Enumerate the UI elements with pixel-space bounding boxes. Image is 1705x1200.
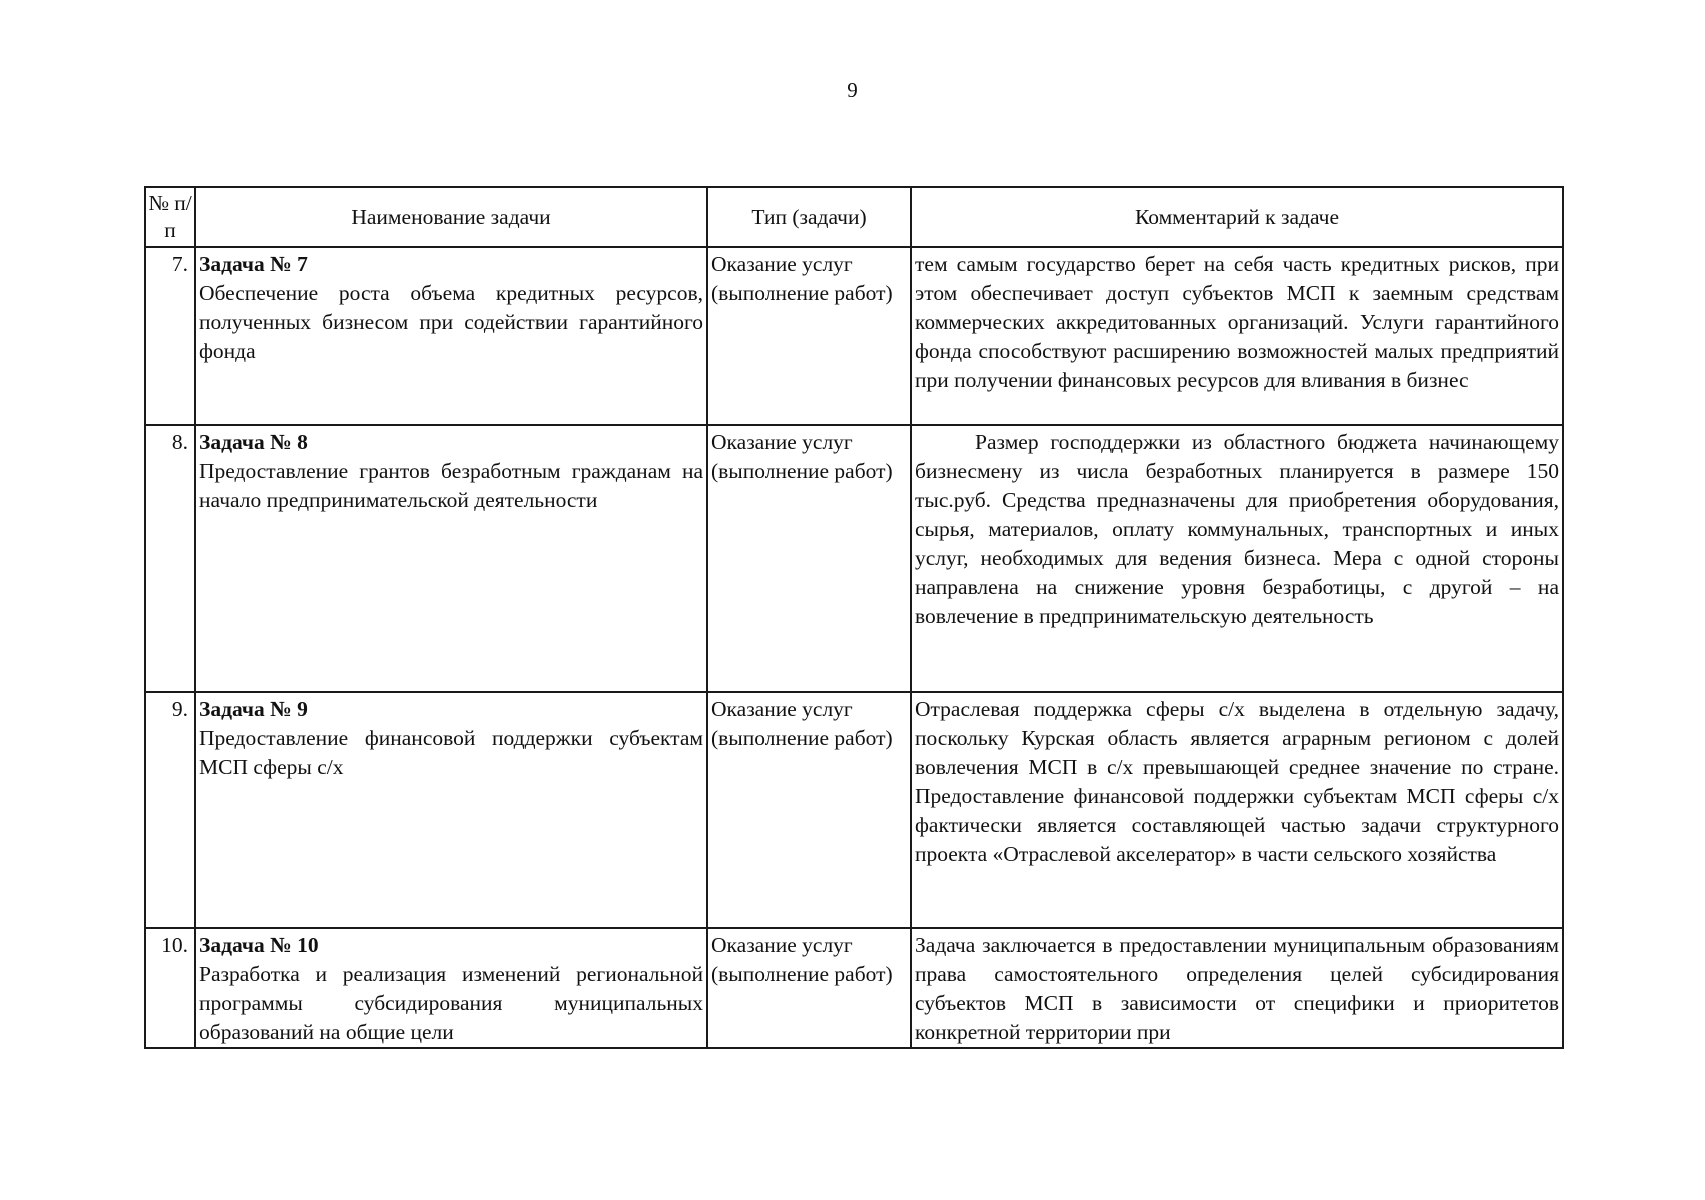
task-type: Оказание услуг (выполнение работ)	[707, 692, 911, 928]
table-row	[145, 692, 1563, 928]
task-comment: Задача заключается в предоставлении муниципальным образованиям права самостоятельного определения целей субсидирования субъектов МСП в зависимости от специфики и приоритетов конкретной территории при	[911, 928, 1563, 1048]
task-comment: тем самым государство берет на себя часть кредитных рисков, при этом обеспечивает доступ субъектов МСП к заемным средствам коммерческих аккредитованных организаций. Услуги гарантийного фонда способствуют расширению возможностей малых предприятий при получении финансовых ресурсов для вливания в бизнес	[911, 247, 1563, 425]
task-comment: Размер господдержки из областного бюджета начинающему бизнесмену из числа безработных планируется в размере 150 тыс.руб. Средства предназначены для приобретения оборудования, сырья, материалов, оплату коммунальных, транспортных и иных услуг, необходимых для ведения бизнеса. Мера с одной стороны направлена на снижение уровня безработицы, с другой – на вовлечение в предпринимательскую деятельность	[911, 425, 1563, 692]
task-type: Оказание услуг (выполнение работ)	[707, 247, 911, 425]
task-name-cell	[195, 425, 707, 692]
task-name: Предоставление финансовой поддержки субъектам МСП сферы с/х	[199, 726, 703, 779]
header-comment: Комментарий к задаче	[911, 187, 1563, 247]
task-title: Задача № 10	[199, 933, 319, 957]
table-row	[145, 247, 1563, 425]
task-name: Разработка и реализация изменений региональной программы субсидирования муниципальных образований на общие цели	[199, 962, 703, 1044]
table-header-row	[145, 187, 1563, 247]
tasks-table-container	[144, 186, 1562, 1049]
header-number: № п/п	[145, 187, 195, 247]
header-task-name: Наименование задачи	[195, 187, 707, 247]
task-comment: Отраслевая поддержка сферы с/х выделена в отдельную задачу, поскольку Курская область является аграрным регионом с долей вовлечения МСП в с/х превышающей среднее значение по стране. Предоставление финансовой поддержки субъектам МСП сферы с/х фактически является составляющей частью задачи структурного проекта «Отраслевой акселератор» в части сельского хозяйства	[911, 692, 1563, 928]
tasks-table	[144, 186, 1564, 1049]
task-title: Задача № 9	[199, 697, 308, 721]
row-number: 7.	[145, 247, 195, 425]
row-number: 9.	[145, 692, 195, 928]
table-row	[145, 928, 1563, 1048]
header-task-type: Тип (задачи)	[707, 187, 911, 247]
task-title: Задача № 7	[199, 252, 308, 276]
task-name-cell	[195, 928, 707, 1048]
task-name-cell	[195, 247, 707, 425]
table-row	[145, 425, 1563, 692]
row-number: 10.	[145, 928, 195, 1048]
task-name: Обеспечение роста объема кредитных ресурсов, полученных бизнесом при содействии гарантийного фонда	[199, 281, 703, 363]
task-type: Оказание услуг (выполнение работ)	[707, 928, 911, 1048]
task-name: Предоставление грантов безработным гражданам на начало предпринимательской деятельности	[199, 459, 703, 512]
task-title: Задача № 8	[199, 430, 308, 454]
row-number: 8.	[145, 425, 195, 692]
task-type: Оказание услуг (выполнение работ)	[707, 425, 911, 692]
page-number: 9	[847, 78, 858, 102]
task-name-cell	[195, 692, 707, 928]
